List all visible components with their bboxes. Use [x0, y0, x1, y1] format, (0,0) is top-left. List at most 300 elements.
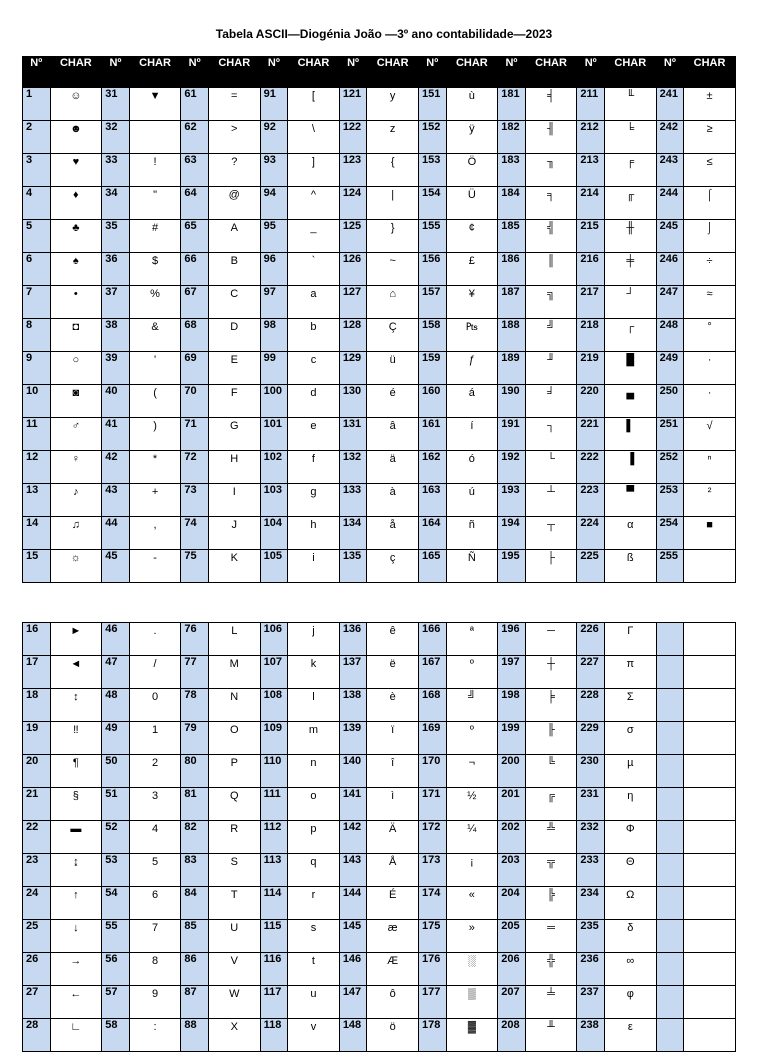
- character-cell: Σ: [604, 689, 656, 722]
- code-number: 28: [26, 1019, 39, 1031]
- character-cell: W: [208, 986, 260, 1019]
- character-cell: 6: [129, 887, 181, 920]
- character-cell: ↨: [50, 854, 102, 887]
- code-number-cell: [260, 623, 288, 656]
- character-cell: ╟: [525, 722, 577, 755]
- code-number-cell: [577, 451, 605, 484]
- code-number-cell: [23, 418, 51, 451]
- code-number-cell: [181, 887, 209, 920]
- code-number: 11: [26, 418, 38, 430]
- code-number-cell: [498, 854, 526, 887]
- code-number-cell: [419, 88, 447, 121]
- code-number: 44: [105, 517, 118, 529]
- code-number: 143: [342, 854, 362, 866]
- character-cell: 3: [129, 788, 181, 821]
- character-cell: ╝: [525, 319, 577, 352]
- code-number: 254: [659, 517, 678, 529]
- character-cell: [684, 986, 736, 1019]
- code-number: 61: [184, 88, 197, 100]
- code-number-cell: [656, 187, 684, 220]
- code-number-cell: [498, 352, 526, 385]
- character-cell: ╬: [525, 953, 577, 986]
- code-number-cell: [656, 154, 684, 187]
- code-number-cell: [23, 319, 51, 352]
- code-number: 49: [105, 722, 118, 734]
- code-number: 117: [263, 986, 282, 998]
- character-cell: »: [446, 920, 498, 953]
- code-number-cell: [260, 1019, 288, 1052]
- table-row: [23, 656, 736, 689]
- code-number: 226: [580, 623, 599, 635]
- character-cell: ·: [684, 385, 736, 418]
- code-number-cell: [498, 821, 526, 854]
- code-number: 14: [26, 517, 39, 529]
- character-cell: ◘: [50, 319, 102, 352]
- character-cell: ⌡: [684, 220, 736, 253]
- character-cell: [684, 623, 736, 656]
- character-cell: └: [525, 451, 577, 484]
- code-number: 128: [342, 319, 362, 331]
- code-number: 246: [659, 253, 678, 265]
- code-number-cell: [23, 352, 51, 385]
- code-number-cell: [577, 788, 605, 821]
- code-number-cell: [181, 953, 209, 986]
- code-number-cell: [419, 187, 447, 220]
- code-number: 53: [105, 854, 118, 866]
- character-cell: █: [604, 352, 656, 385]
- code-number: 221: [580, 418, 599, 430]
- code-number-cell: [419, 986, 447, 1019]
- character-cell: ├: [525, 550, 577, 583]
- code-number-cell: [656, 550, 684, 583]
- code-number: 157: [422, 286, 441, 298]
- code-number-cell: [23, 88, 51, 121]
- code-number: 219: [580, 352, 599, 364]
- code-number: 104: [263, 517, 282, 529]
- code-number: 103: [263, 484, 282, 496]
- code-number-cell: [656, 352, 684, 385]
- code-number: 220: [580, 385, 599, 397]
- code-number-cell: [102, 517, 130, 550]
- code-number-cell: [419, 623, 447, 656]
- code-number-cell: [577, 121, 605, 154]
- code-number-cell: [260, 418, 288, 451]
- character-cell: M: [208, 656, 260, 689]
- character-cell: ╞: [525, 689, 577, 722]
- character-cell: S: [208, 854, 260, 887]
- table-row: [23, 755, 736, 788]
- character-cell: ◙: [50, 385, 102, 418]
- code-number: 217: [580, 286, 599, 298]
- code-number: 2: [26, 121, 33, 133]
- code-number: 111: [263, 788, 281, 800]
- code-number-cell: [23, 253, 51, 286]
- character-cell: å: [367, 517, 419, 550]
- code-number-cell: [498, 121, 526, 154]
- character-cell: |: [367, 187, 419, 220]
- character-cell: ë: [367, 656, 419, 689]
- character-cell: p: [288, 821, 340, 854]
- character-cell: e: [288, 418, 340, 451]
- code-number-cell: [339, 920, 367, 953]
- code-number-cell: [23, 451, 51, 484]
- code-number: 130: [342, 385, 362, 397]
- character-cell: Γ: [604, 623, 656, 656]
- table-row: [23, 689, 736, 722]
- character-cell: a: [288, 286, 340, 319]
- code-number: 243: [659, 154, 678, 166]
- code-number: 136: [342, 623, 362, 635]
- code-number-cell: [577, 550, 605, 583]
- code-number-cell: [23, 722, 51, 755]
- character-cell: ¼: [446, 821, 498, 854]
- character-cell: ú: [446, 484, 498, 517]
- code-number-cell: [656, 517, 684, 550]
- code-number: 244: [659, 187, 678, 199]
- code-number: 186: [501, 253, 520, 265]
- character-cell: k: [288, 656, 340, 689]
- code-number-cell: [419, 887, 447, 920]
- code-number: 249: [659, 352, 678, 364]
- character-cell: :: [129, 1019, 181, 1052]
- code-number: 108: [263, 689, 282, 701]
- code-number: 97: [263, 286, 276, 298]
- code-number: 17: [26, 656, 39, 668]
- character-cell: π: [604, 656, 656, 689]
- character-cell: ╘: [604, 121, 656, 154]
- header-char: CHAR: [604, 57, 656, 88]
- character-cell: ▬: [50, 821, 102, 854]
- code-number: 27: [26, 986, 39, 998]
- ascii-table-part-1: [22, 56, 736, 583]
- code-number-cell: [498, 887, 526, 920]
- code-number: 176: [422, 953, 441, 965]
- code-number: 184: [501, 187, 520, 199]
- code-number: 66: [184, 253, 197, 265]
- character-cell: [684, 1019, 736, 1052]
- character-cell: ╕: [525, 187, 577, 220]
- code-number-cell: [577, 1019, 605, 1052]
- code-number: 102: [263, 451, 282, 463]
- character-cell: I: [208, 484, 260, 517]
- code-number: 168: [422, 689, 441, 701]
- character-cell: φ: [604, 986, 656, 1019]
- character-cell: ₧: [446, 319, 498, 352]
- character-cell: %: [129, 286, 181, 319]
- code-number-cell: [498, 154, 526, 187]
- character-cell: ~: [367, 253, 419, 286]
- code-number-cell: [656, 385, 684, 418]
- code-number: 148: [342, 1019, 362, 1031]
- character-cell: .: [129, 623, 181, 656]
- character-cell: 2: [129, 755, 181, 788]
- code-number-cell: [181, 385, 209, 418]
- code-number: 232: [580, 821, 599, 833]
- character-cell: ♣: [50, 220, 102, 253]
- code-number-cell: [656, 755, 684, 788]
- code-number: 127: [342, 286, 362, 298]
- character-cell: ù: [446, 88, 498, 121]
- character-cell: [684, 755, 736, 788]
- code-number: 223: [580, 484, 599, 496]
- code-number-cell: [577, 722, 605, 755]
- code-number-cell: [498, 451, 526, 484]
- character-cell: ─: [525, 623, 577, 656]
- code-number: 129: [342, 352, 362, 364]
- code-number-cell: [498, 319, 526, 352]
- code-number-cell: [102, 154, 130, 187]
- character-cell: ▼: [129, 88, 181, 121]
- code-number-cell: [577, 986, 605, 1019]
- table-header-row: [23, 57, 736, 88]
- character-cell: º: [446, 656, 498, 689]
- code-number-cell: [419, 385, 447, 418]
- code-number-cell: [419, 1019, 447, 1052]
- character-cell: [684, 656, 736, 689]
- character-cell: ": [129, 187, 181, 220]
- code-number: 63: [184, 154, 197, 166]
- code-number-cell: [102, 220, 130, 253]
- character-cell: i: [288, 550, 340, 583]
- code-number-cell: [102, 550, 130, 583]
- character-cell: ♫: [50, 517, 102, 550]
- code-number-cell: [577, 484, 605, 517]
- code-number-cell: [419, 722, 447, 755]
- code-number: 152: [422, 121, 441, 133]
- table-row: [23, 352, 736, 385]
- character-cell: $: [129, 253, 181, 286]
- code-number: 237: [580, 986, 599, 998]
- table-row: [23, 319, 736, 352]
- table-row: [23, 484, 736, 517]
- code-number: 73: [184, 484, 197, 496]
- code-number: 54: [105, 887, 118, 899]
- code-number-cell: [498, 187, 526, 220]
- character-cell: ☺: [50, 88, 102, 121]
- code-number-cell: [181, 788, 209, 821]
- code-number-cell: [23, 755, 51, 788]
- code-number: 255: [659, 550, 678, 562]
- code-number: 20: [26, 755, 39, 767]
- table-row: [23, 821, 736, 854]
- code-number-cell: [419, 154, 447, 187]
- code-number: 206: [501, 953, 520, 965]
- code-number: 174: [422, 887, 441, 899]
- code-number: 85: [184, 920, 197, 932]
- character-cell: ì: [367, 788, 419, 821]
- code-number: 36: [105, 253, 118, 265]
- code-number-cell: [181, 722, 209, 755]
- code-number: 212: [580, 121, 599, 133]
- code-number: 181: [501, 88, 520, 100]
- character-cell: Å: [367, 854, 419, 887]
- character-cell: ╗: [525, 286, 577, 319]
- code-number: 203: [501, 854, 520, 866]
- character-cell: ±: [684, 88, 736, 121]
- code-number-cell: [181, 854, 209, 887]
- code-number: 18: [26, 689, 39, 701]
- code-number-cell: [577, 953, 605, 986]
- code-number: 34: [105, 187, 118, 199]
- code-number: 106: [263, 623, 282, 635]
- header-number: Nº: [181, 57, 209, 88]
- character-cell: í: [446, 418, 498, 451]
- character-cell: ó: [446, 451, 498, 484]
- code-number-cell: [419, 253, 447, 286]
- code-number-cell: [577, 385, 605, 418]
- code-number-cell: [577, 253, 605, 286]
- code-number: 21: [26, 788, 39, 800]
- code-number-cell: [656, 854, 684, 887]
- code-number-cell: [23, 854, 51, 887]
- character-cell: √: [684, 418, 736, 451]
- character-cell: Ω: [604, 887, 656, 920]
- code-number: 162: [422, 451, 441, 463]
- code-number-cell: [23, 154, 51, 187]
- code-number: 205: [501, 920, 520, 932]
- code-number: 82: [184, 821, 197, 833]
- table-row: [23, 451, 736, 484]
- code-number: 131: [342, 418, 362, 430]
- code-number: 92: [263, 121, 276, 133]
- code-number: 253: [659, 484, 678, 496]
- code-number-cell: [498, 788, 526, 821]
- code-number: 51: [105, 788, 118, 800]
- code-number: 139: [342, 722, 362, 734]
- code-number-cell: [23, 484, 51, 517]
- code-number-cell: [260, 656, 288, 689]
- code-number: 142: [342, 821, 362, 833]
- code-number-cell: [181, 755, 209, 788]
- code-number-cell: [260, 986, 288, 1019]
- code-number-cell: [577, 887, 605, 920]
- code-number-cell: [339, 121, 367, 154]
- code-number-cell: [102, 722, 130, 755]
- code-number-cell: [102, 788, 130, 821]
- code-number-cell: [577, 623, 605, 656]
- code-number-cell: [260, 854, 288, 887]
- header-char: CHAR: [525, 57, 577, 88]
- code-number-cell: [339, 887, 367, 920]
- table-row: [23, 121, 736, 154]
- code-number: 58: [105, 1019, 118, 1031]
- character-cell: ╢: [525, 121, 577, 154]
- code-number-cell: [656, 253, 684, 286]
- code-number-cell: [419, 656, 447, 689]
- character-cell: ¢: [446, 220, 498, 253]
- code-number-cell: [339, 623, 367, 656]
- code-number: 13: [26, 484, 39, 496]
- character-cell: [684, 550, 736, 583]
- code-number: 105: [263, 550, 282, 562]
- code-number-cell: [419, 755, 447, 788]
- header-char: CHAR: [684, 57, 736, 88]
- code-number-cell: [577, 854, 605, 887]
- code-number-cell: [656, 788, 684, 821]
- character-cell: o: [288, 788, 340, 821]
- table-row: [23, 953, 736, 986]
- code-number: 171: [422, 788, 441, 800]
- code-number: 57: [105, 986, 118, 998]
- code-number-cell: [498, 722, 526, 755]
- code-number: 95: [263, 220, 276, 232]
- code-number-cell: [23, 920, 51, 953]
- character-cell: ┬: [525, 517, 577, 550]
- code-number-cell: [656, 286, 684, 319]
- code-number: 198: [501, 689, 520, 701]
- code-number-cell: [181, 689, 209, 722]
- code-number-cell: [23, 286, 51, 319]
- code-number-cell: [339, 550, 367, 583]
- character-cell: v: [288, 1019, 340, 1052]
- code-number: 9: [26, 352, 33, 364]
- code-number-cell: [339, 154, 367, 187]
- character-cell: =: [208, 88, 260, 121]
- code-number: 7: [26, 286, 33, 298]
- code-number-cell: [339, 385, 367, 418]
- character-cell: [684, 821, 736, 854]
- character-cell: ↕: [50, 689, 102, 722]
- code-number-cell: [656, 484, 684, 517]
- code-number: 185: [501, 220, 520, 232]
- character-cell: 5: [129, 854, 181, 887]
- code-number-cell: [181, 319, 209, 352]
- code-number: 160: [422, 385, 441, 397]
- code-number-cell: [23, 689, 51, 722]
- code-number-cell: [577, 187, 605, 220]
- character-cell: ƒ: [446, 352, 498, 385]
- character-cell: î: [367, 755, 419, 788]
- code-number-cell: [260, 88, 288, 121]
- character-cell: Φ: [604, 821, 656, 854]
- character-cell: Ç: [367, 319, 419, 352]
- code-number-cell: [260, 352, 288, 385]
- code-number-cell: [498, 986, 526, 1019]
- character-cell: q: [288, 854, 340, 887]
- character-cell: A: [208, 220, 260, 253]
- code-number: 242: [659, 121, 678, 133]
- code-number-cell: [181, 986, 209, 1019]
- code-number-cell: [419, 319, 447, 352]
- header-number: Nº: [339, 57, 367, 88]
- code-number-cell: [498, 484, 526, 517]
- character-cell: ↑: [50, 887, 102, 920]
- code-number-cell: [656, 920, 684, 953]
- character-cell: n: [288, 755, 340, 788]
- character-cell: ö: [367, 1019, 419, 1052]
- character-cell: ►: [50, 623, 102, 656]
- code-number-cell: [577, 319, 605, 352]
- code-number-cell: [656, 1019, 684, 1052]
- code-number-cell: [23, 220, 51, 253]
- code-number: 88: [184, 1019, 197, 1031]
- code-number-cell: [656, 953, 684, 986]
- code-number-cell: [577, 418, 605, 451]
- character-cell: ═: [525, 920, 577, 953]
- code-number: 172: [422, 821, 441, 833]
- character-cell: ╝: [446, 689, 498, 722]
- character-cell: ╚: [525, 755, 577, 788]
- character-cell: ♥: [50, 154, 102, 187]
- code-number: 123: [342, 154, 362, 166]
- character-cell: η: [604, 788, 656, 821]
- character-cell: ↓: [50, 920, 102, 953]
- code-number: 46: [105, 623, 118, 635]
- code-number: 169: [422, 722, 441, 734]
- code-number-cell: [23, 821, 51, 854]
- code-number: 4: [26, 187, 33, 199]
- code-number-cell: [102, 253, 130, 286]
